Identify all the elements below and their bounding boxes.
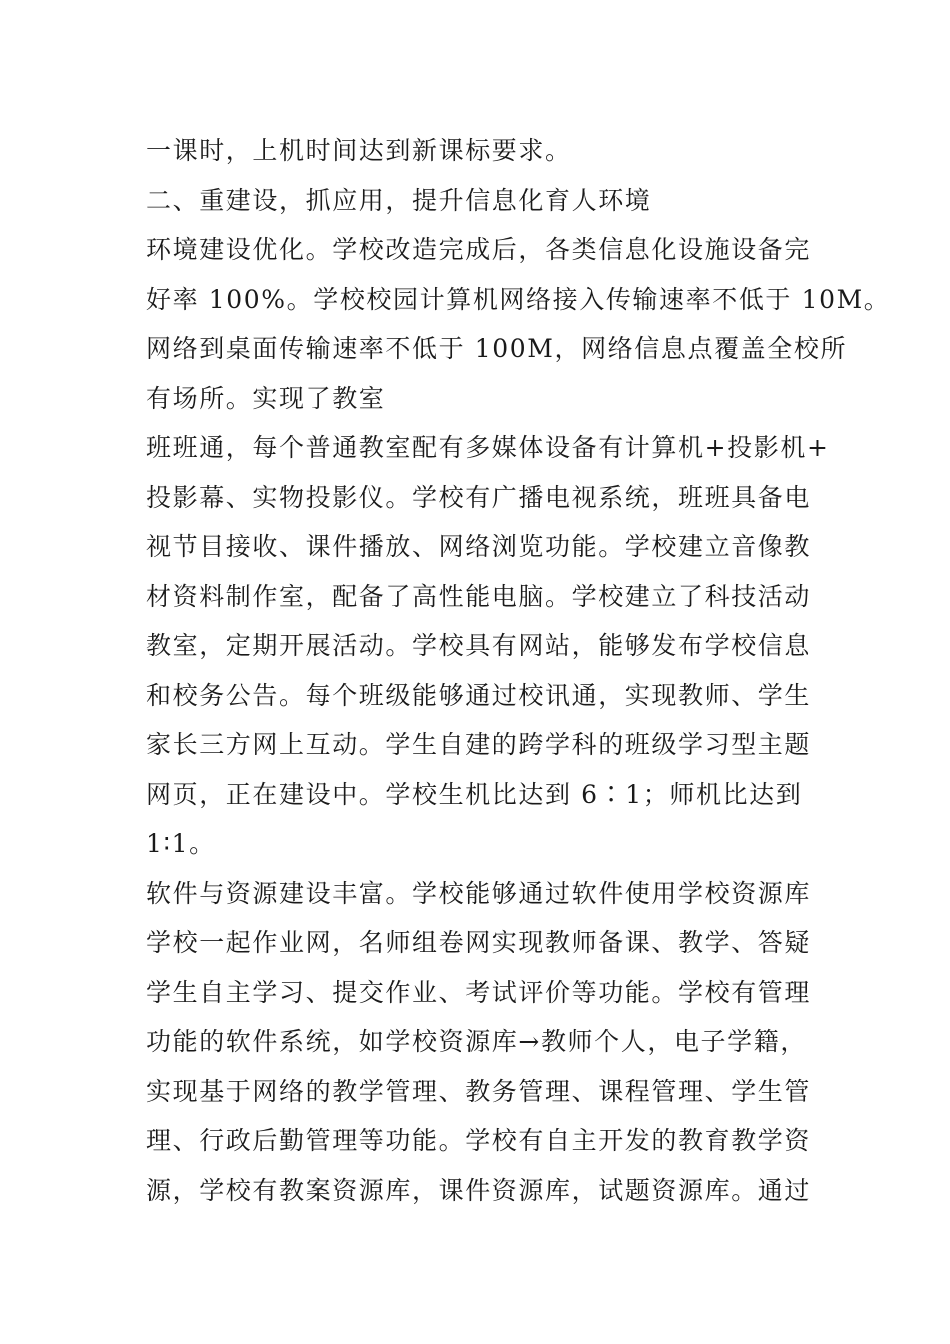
text-line: 教室，定期开展活动。学校具有网站，能够发布学校信息: [146, 631, 812, 660]
text-line: 1∶1。: [146, 829, 216, 858]
text-line: 实现基于网络的教学管理、教务管理、课程管理、学生管: [146, 1076, 812, 1106]
text-line: 功能的软件系统，如学校资源库→教师个人，电子学籍，: [146, 1027, 807, 1056]
text-line: 学生自主学习、提交作业、考试评价等功能。学校有管理: [146, 977, 812, 1007]
text-line: 班班通，每个普通教室配有多媒体设备有计算机+投影机+: [146, 433, 830, 462]
text-line: 理、行政后勤管理等功能。学校有自主开发的教育教学资: [146, 1126, 812, 1155]
text-line: 视节目接收、课件播放、网络浏览功能。学校建立音像教: [146, 532, 812, 561]
text-line: 网页，正在建设中。学校生机比达到 6∶1；师机比达到: [146, 779, 803, 809]
text-line: 网络到桌面传输速率不低于 100M，网络信息点覆盖全校所: [146, 334, 848, 363]
text-line: 源，学校有教案资源库，课件资源库，试题资源库。通过: [146, 1175, 812, 1205]
text-line: 有场所。实现了教室: [146, 383, 386, 413]
text-line: 环境建设优化。学校改造完成后，各类信息化设施设备完: [146, 235, 812, 264]
text-line: 投影幕、实物投影仪。学校有广播电视系统，班班具备电: [146, 482, 812, 512]
text-line: 学校一起作业网，名师组卷网实现教师备课、教学、答疑: [146, 928, 812, 957]
section-heading: 二、重建设，抓应用，提升信息化育人环境: [146, 185, 652, 215]
text-line: 和校务公告。每个班级能够通过校讯通，实现教师、学生: [146, 680, 812, 710]
text-line: 家长三方网上互动。学生自建的跨学科的班级学习型主题: [146, 730, 812, 759]
text-line: 软件与资源建设丰富。学校能够通过软件使用学校资源库: [146, 878, 812, 908]
text-line: 一课时，上机时间达到新课标要求。: [146, 136, 572, 165]
text-line: 好率 100%。学校校园计算机网络接入传输速率不低于 10M。: [146, 284, 891, 314]
text-line: 材资料制作室，配备了高性能电脑。学校建立了科技活动: [146, 581, 812, 611]
body-text: [146, 126, 891, 1215]
